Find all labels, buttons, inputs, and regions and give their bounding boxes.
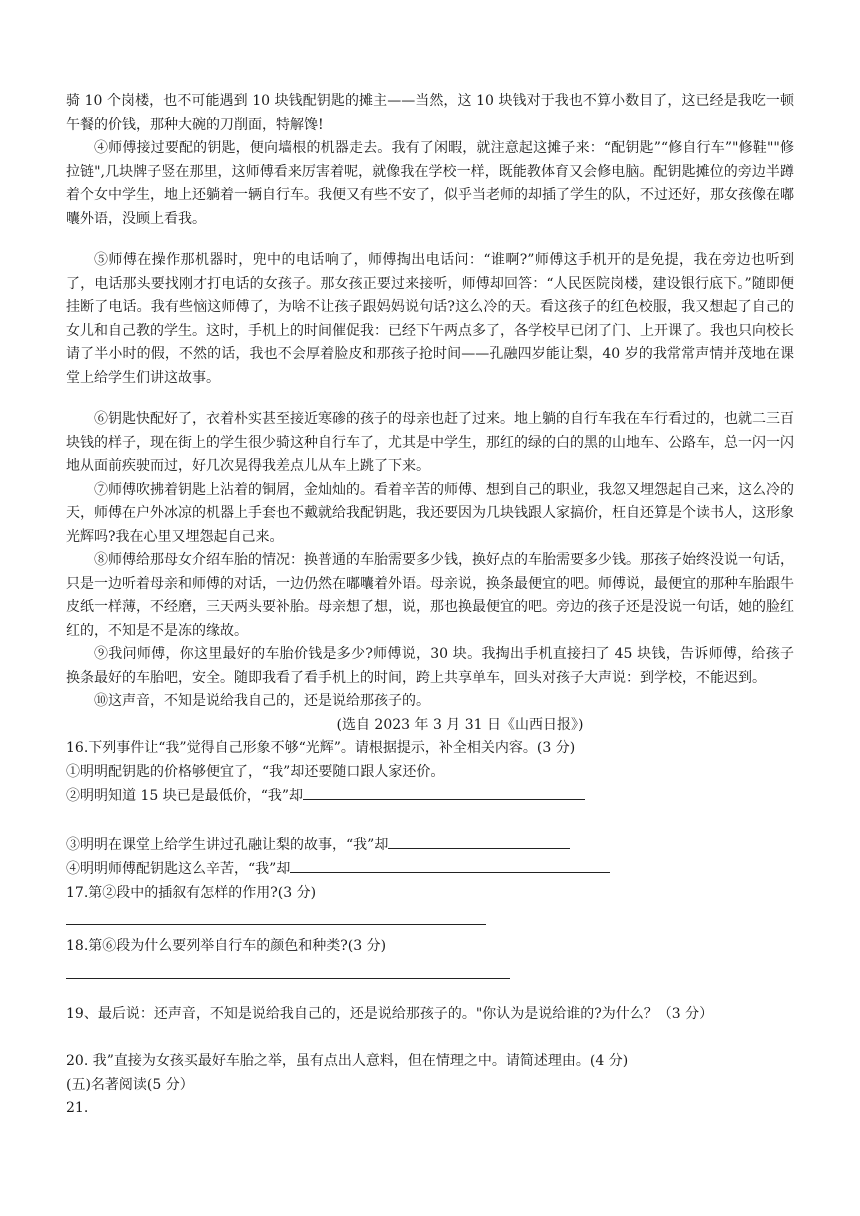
paragraph-4: ④师傅接过要配的钥匙，便向墙根的机器走去。我有了闲暇，就注意起这摊子来：“配钥匙”“修自行车”"修鞋""修拉链",几块牌子竖在那里，这师傅看来厉害着呢，就像我在学校一样，既能教体育又会修电脑。配钥匙摊位的旁边半蹲着个女中学生，地上还躺着一辆自行车。我便又有些不安了，似乎当老师的却插了学生的队，不过还好，那女孩像在嘟囔外语，没顾上看我。 — [66, 140, 794, 227]
question-16-item-3-text: ③明明在课堂上给学生讲过孔融让梨的故事，“我”却 — [66, 836, 389, 853]
paragraph-6: ⑥钥匙快配好了，衣着朴实甚至接近寒碜的孩子的母亲也赶了过来。地上躺的自行车我在车行看过的，也就二三百块钱的样子，现在街上的学生很少骑这种自行车了，尤其是中学生，那红的绿的白的黑的山地车、公路车，总一闪一闪地从面前疾驶而过，好几次晃得我差点儿从车上跳了下来。 — [66, 411, 794, 474]
question-16-item-2-text: ②明明知道 15 块已是最低价，“我”却 — [66, 788, 304, 804]
question-18: 18.第⑥段为什么要列举自行车的颜色和种类?(3 分) — [66, 938, 387, 954]
paragraph-9: ⑨我问师傅，你这里最好的车胎价钱是多少?师傅说，30 块。我掏出手机直接扫了 45 块钱，告诉师傅，给孩子换条最好的车胎吧，安全。随即我看了看手机上的时间，跨上共享单车，回头对孩子大声说：到学校，不能迟到。 — [66, 646, 794, 686]
page-content — [66, 90, 794, 1121]
question-16-item-3 — [66, 833, 794, 858]
question-16-item-4-text: ④明明师傅配钥匙这么辛苦，“我”却 — [66, 861, 291, 877]
answer-blank-16-2[interactable] — [303, 784, 585, 800]
question-16-item-2 — [66, 784, 794, 809]
question-19: 19、最后说：还声音，不知是说给我自己的，还是说给那孩子的。"你认为是说给谁的?为什么？（3 分） — [66, 1005, 714, 1022]
paragraph-10: ⑩这声音，不知是说给我自己的，还是说给那孩子的。 — [94, 693, 430, 709]
answer-line-18[interactable] — [66, 977, 510, 979]
source-citation: (选自 2023 年 3 月 31 日《山西日报》) — [336, 716, 584, 733]
question-16-item-1: ①明明配钥匙的价格够便宜了，“我”却还要随口跟人家还价。 — [66, 763, 445, 780]
answer-blank-16-3[interactable] — [388, 833, 570, 849]
section-5-heading: (五)名著阅读(5 分） — [66, 1076, 194, 1093]
answer-line-17[interactable] — [66, 923, 486, 925]
paragraph-continued: 骑 10 个岗楼，也不可能遇到 10 块钱配钥匙的摊主——当然，这 10 块钱对于我也不算小数目了，这已经是我吃一顿午餐的价钱，那种大碗的刀削面，特解馋! — [66, 93, 794, 133]
answer-blank-16-4[interactable] — [290, 857, 610, 873]
question-16-item-4 — [66, 857, 794, 882]
question-20: 20. 我”直接为女孩买最好车胎之举，虽有点出人意料，但在情理之中。请简述理由。(4 分) — [66, 1053, 629, 1069]
question-17: 17.第②段中的插叙有怎样的作用?(3 分) — [66, 884, 317, 901]
paragraph-5: ⑤师傅在操作那机器时，兜中的电话响了，师傅掏出电话问：“谁啊?”师傅这手机开的是免提，我在旁边也听到了，电话那头要找刚才打电话的女孩子。那女孩正要过来接听，师傅却回答：“人民医院岗楼，建设银行底下。”随即便挂断了电话。我有些恼这师傅了，为啥不让孩子跟妈妈说句话?这么冷的天。看这孩子的红色校服，我又想起了自己的女儿和自己教的学生。这时，手机上的时间催促我：已经下午两点多了，各学校早已闭了门、上开课了。我也只向校长请了半小时的假，不然的话，我也不会厚着脸皮和那孩子抢时间——孔融四岁能让梨，40 岁的我常常声情并茂地在课堂上给学生们讲这故事。 — [66, 252, 794, 386]
question-16-stem: 16.下列事件让“我”觉得自己形象不够“光辉”。请根据提示，补全相关内容。(3 分) — [66, 740, 576, 756]
question-21: 21. — [66, 1100, 89, 1116]
paragraph-8: ⑧师傅给那母女介绍车胎的情况：换普通的车胎需要多少钱，换好点的车胎需要多少钱。那孩子始终没说一句话，只是一边听着母亲和师傅的对话，一边仍然在嘟囔着外语。母亲说，换条最便宜的吧。师傅说，最便宜的那种车胎跟牛皮纸一样薄，不经磨，三天两头要补胎。母亲想了想，说，那也换最便宜的吧。旁边的孩子还是没说一句话，她的脸红红的，不知是不是冻的缘故。 — [66, 552, 794, 639]
paragraph-7: ⑦师傅吹拂着钥匙上沾着的铜屑，金灿灿的。看着辛苦的师傅、想到自己的职业，我忽又埋怨起自己来，这么冷的天，师傅在户外冰凉的机器上手套也不戴就给我配钥匙，我还要因为几块钱跟人家搞价，枉自还算是个读书人，这形象光辉吗?我在心里又埋怨起自己来。 — [66, 481, 794, 545]
